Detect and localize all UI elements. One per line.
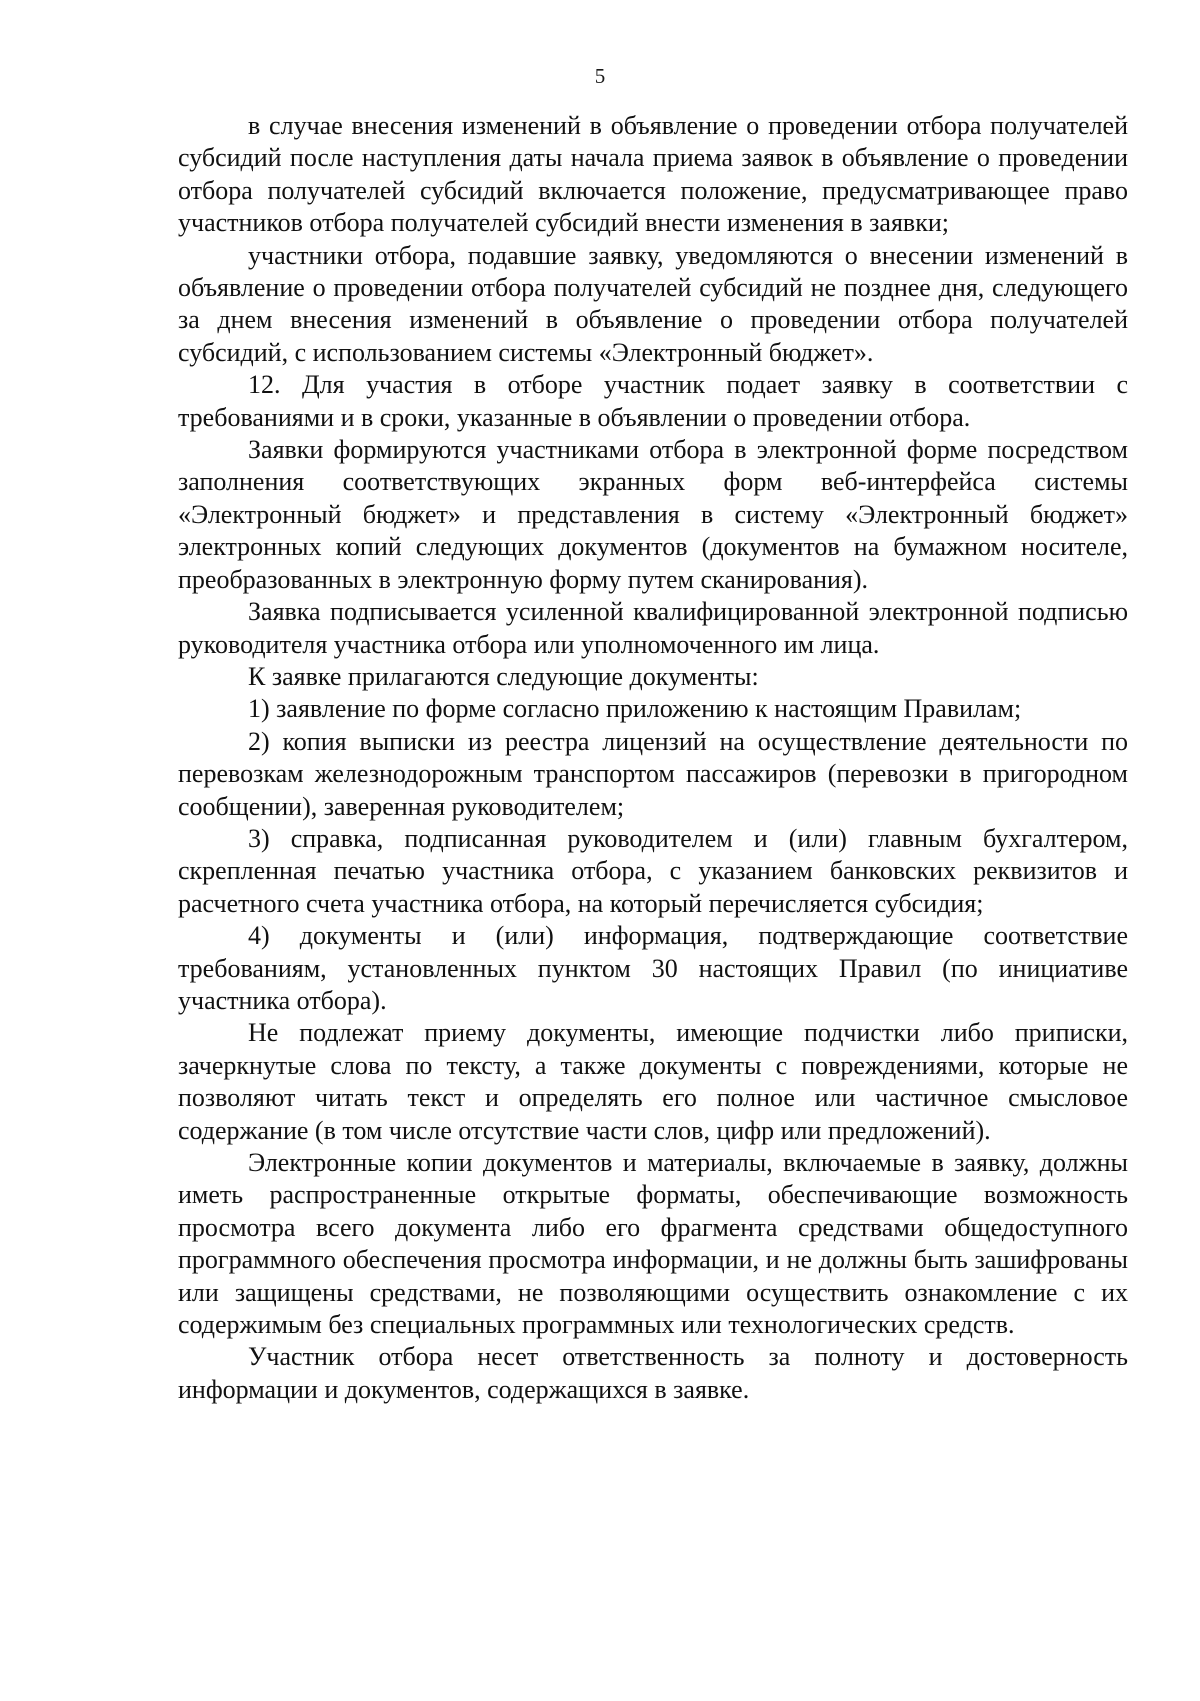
paragraph-not-accepted-documents: Не подлежат приему документы, имеющие подчистки либо приписки, зачеркнутые слова по тексту, а также документы с повреждениями, которые не позволяют читать текст и определять его полное или частичное смысловое содержание (в том числе отсутствие части слов, цифр или предложений). — [178, 1018, 1128, 1145]
list-item-3: 3) справка, подписанная руководителем и (или) главным бухгалтером, скрепленная печатью участника отбора, с указанием банковских реквизитов и расчетного счета участника отбора, на который перечисляется субсидия; — [178, 823, 1128, 918]
paragraph-application-forming: Заявки формируются участниками отбора в электронной форме посредством заполнения соответствующих экранных форм веб-интерфейса системы «Электронный бюджет» и представления в систему «Электронный бюджет» электронных копий следующих документов (документов на бумажном носителе, преобразованных в электронную форму путем сканирования). — [178, 435, 1128, 594]
list-item-1: 1) заявление по форме согласно приложению к настоящим Правилам; — [248, 694, 1022, 724]
paragraph-electronic-copies-formats: Электронные копии документов и материалы, включаемые в заявку, должны иметь распространенные открытые форматы, обеспечивающие возможность просмотра всего документа либо его фрагмента средствами общедоступного программного обеспечения просмотра информации, и не должны быть зашифрованы или защищены средствами, не позволяющими осуществить ознакомление с их содержимым без специальных программных или технологических средств. — [178, 1148, 1128, 1340]
paragraph-participant-notification: участники отбора, подавшие заявку, уведомляются о внесении изменений в объявление о проведении отбора получателей субсидий не позднее дня, следующего за днем внесения изменений в объявление о проведении отбора получателей субсидий, с использованием системы «Электронный бюджет». — [178, 240, 1128, 367]
paragraph-amendment-provision: в случае внесения изменений в объявление о проведении отбора получателей субсидий после наступления даты начала приема заявок в объявление о проведении отбора получателей субсидий включается положение, предусматривающее право участников отбора получателей субсидий внести изменения в заявки; — [178, 111, 1128, 238]
document-body — [178, 110, 1128, 1406]
paragraph-item-12: 12. Для участия в отборе участник подает заявку в соответствии с требованиями и в сроки, указанные в объявлении о проведении отбора. — [178, 370, 1128, 432]
page-number: 5 — [594, 64, 606, 88]
paragraph-attached-documents-intro: К заявке прилагаются следующие документы: — [248, 661, 759, 691]
paragraph-participant-responsibility: Участник отбора несет ответственность за полноту и достоверность информации и документов, содержащихся в заявке. — [178, 1342, 1128, 1404]
list-item-4: 4) документы и (или) информация, подтверждающие соответствие требованиям, установленных пунктом 30 настоящих Правил (по инициативе участника отбора). — [178, 921, 1128, 1015]
list-item-2: 2) копия выписки из реестра лицензий на осуществление деятельности по перевозкам железнодорожным транспортом пассажиров (перевозки в пригородном сообщении), заверенная руководителем; — [178, 726, 1128, 821]
paragraph-application-signing: Заявка подписывается усиленной квалифицированной электронной подписью руководителя участника отбора или уполномоченного им лица. — [178, 597, 1128, 659]
